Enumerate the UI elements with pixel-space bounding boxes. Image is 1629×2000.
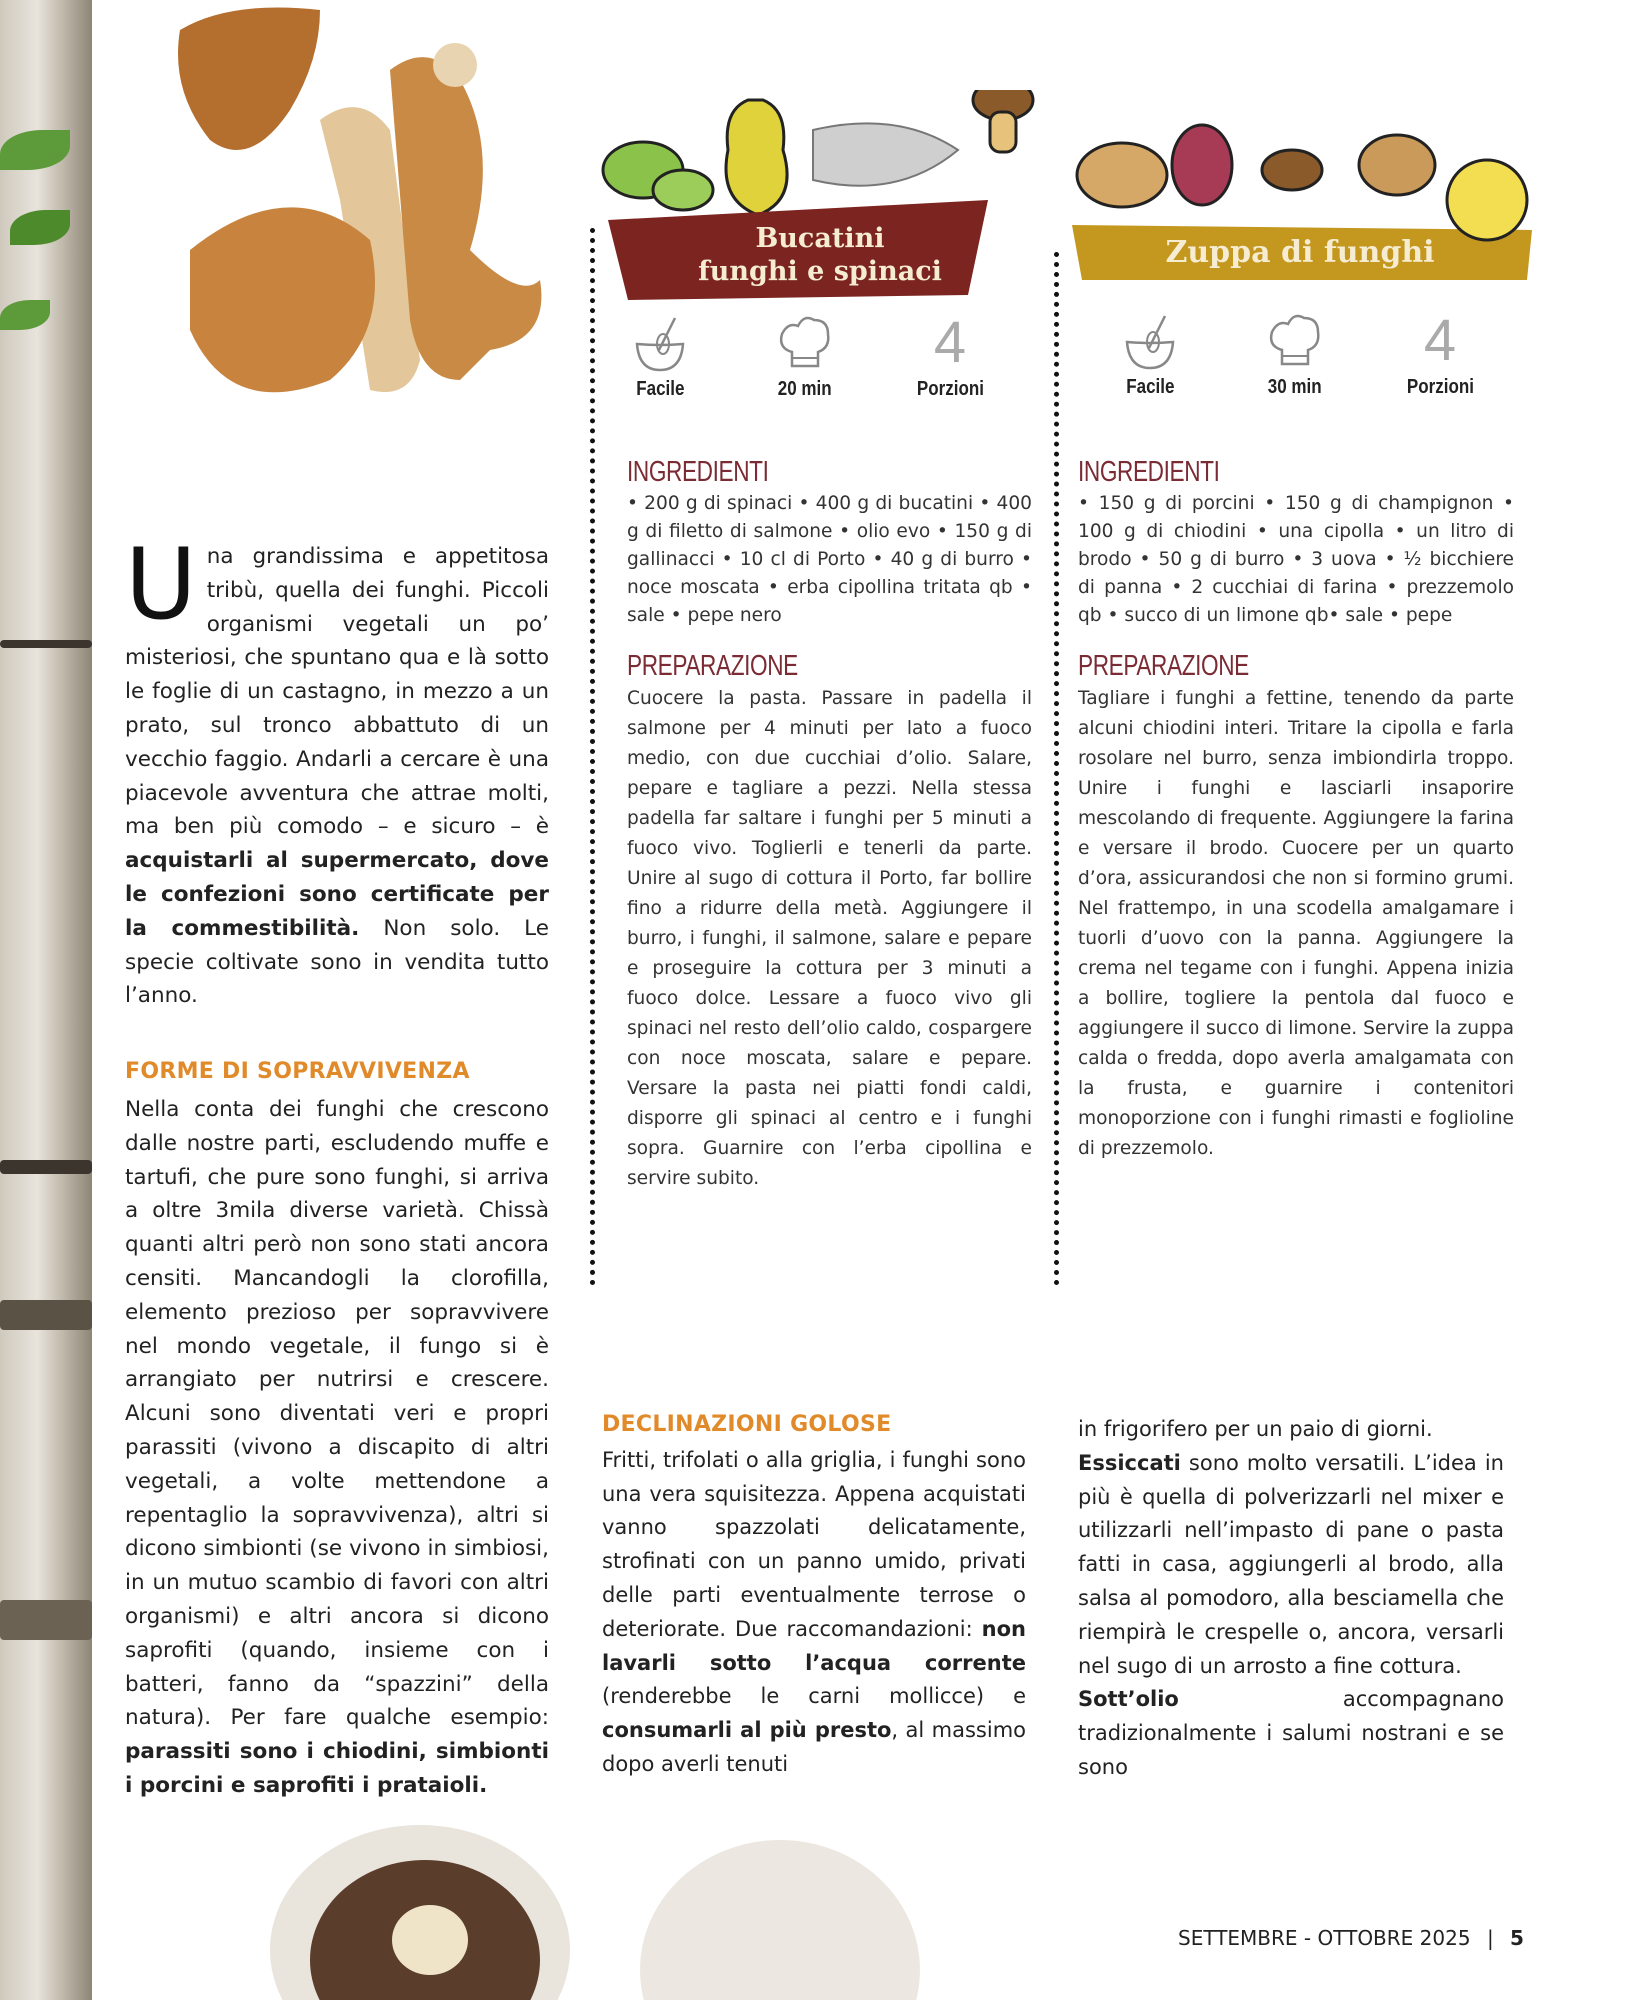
section-paragraph-declinazioni — [602, 1444, 1026, 1782]
section-paragraph-forme — [125, 1093, 549, 1803]
text-run: (renderebbe le carni mollicce) e — [602, 1684, 1026, 1709]
bold-text: Sott’olio — [1078, 1687, 1179, 1712]
recipe1-title-line1: Bucatini — [755, 223, 885, 254]
section-paragraph-declinazioni-cont — [1078, 1413, 1504, 1785]
recipe2-difficulty-label: Facile — [1125, 376, 1175, 398]
drop-cap: U — [125, 528, 197, 642]
page-number: 5 — [1510, 1926, 1524, 1950]
recipe2-servings-label: Porzioni — [1406, 376, 1474, 398]
recipe2-title: Zuppa di funghi — [1165, 234, 1435, 270]
recipe1-meta — [600, 312, 1010, 401]
page-footer — [1178, 1926, 1524, 1950]
section-heading-forme: FORME DI SOPRAVVIVENZA — [125, 1059, 470, 1085]
recipe1-ingredients: • 200 g di spinaci • 400 g di bucatini • 400 g di filetto di salmone • olio evo • 150 g di gallinacci • 10 cl di Porto • 40 g di burro • noce moscata • erba cipollina tritata qb • sale • pepe nero — [627, 493, 1032, 626]
bold-text: non lavarli sotto l’acqua corrente — [602, 1616, 1026, 1675]
recipe2-preparation: Tagliare i funghi a fettine, tenendo da parte alcuni chiodini interi. Tritare la cipolla e farla rosolare nel burro, senza imbiondirla troppo. Unire i funghi e lasciarli insaporire mescolando di frequente. Aggiungere la farina e versare il brodo. Cuocere per un quarto d’ora, assicurandosi che non si formino grumi. Nel frattempo, in una scodella amalgamare i tuorli d’uovo con la panna. Aggiungere la crema nel tegame con i funghi. Appena inizia a bollire, togliere la pentola dal fuoco e aggiungere il succo di limone. Servire la zuppa calda o fredda, dopo averla amalgamata con la frusta, e guarnire i contenitori monoporzione con i funghi rimasti e foglioline di prezzemolo. — [1078, 688, 1514, 1159]
recipe2-time — [1235, 310, 1355, 399]
recipe1-title-line2: funghi e spinaci — [698, 256, 942, 287]
text-run: in frigorifero per un paio di giorni. — [1078, 1417, 1433, 1441]
recipe2-ingredients-heading: INGREDIENTI — [1078, 456, 1220, 488]
recipe2-time-label: 30 min — [1268, 376, 1322, 398]
chef-hat-icon — [774, 312, 836, 374]
recipe2-difficulty — [1090, 310, 1210, 399]
section-heading-declinazioni: DECLINAZIONI GOLOSE — [602, 1412, 892, 1437]
article-right-column — [1078, 1413, 1504, 1785]
recipe1-difficulty-label: Facile — [635, 378, 685, 400]
recipe1-servings — [890, 312, 1010, 401]
text-run: accompagnano tradizionalmente i salumi nostrani e se sono — [1078, 1687, 1504, 1779]
whisk-bowl-icon — [629, 312, 691, 374]
dotted-divider-left — [590, 228, 595, 1286]
text-run: , al massimo dopo averli tenuti — [602, 1718, 1026, 1776]
recipe1-time — [745, 312, 865, 401]
text-run: Fritti, trifolati o alla griglia, i funghi sono una vera squisitezza. Appena acquistati vanno spazzolati delicatamente, strofinati con un panno umido, privati delle parti eventualmente terrose o deteriorate. Due raccomandazioni: — [602, 1447, 1026, 1641]
champignon-mushrooms-photo — [260, 1820, 920, 2000]
recipe1-time-label: 20 min — [778, 378, 832, 400]
recipe1-difficulty — [600, 312, 720, 401]
bold-text: consumarli al più presto — [602, 1718, 892, 1743]
recipe2-meta — [1090, 310, 1500, 399]
footer-separator: | — [1486, 1926, 1494, 1950]
text-run: sono molto versatili. L’idea in più è quella di polverizzarli nel mixer e utilizzarli nell’impasto di pane o pasta fatti in casa, aggiungerli al brodo, alla salsa al pomodoro, alla besciamella che riempirà le crespelle o, ancora, versarli nel sugo di un arrosto a fine cottura. — [1078, 1450, 1504, 1678]
article-middle-column — [602, 1408, 1026, 1782]
recipe2-body — [1078, 458, 1514, 1164]
recipe1-preparation-heading: PREPARAZIONE — [627, 650, 798, 682]
recipe2-servings — [1380, 310, 1500, 399]
bold-text: parassiti sono i chiodini, simbionti i porcini e saprofiti i prataioli. — [125, 1739, 549, 1798]
recipe1-preparation: Cuocere la pasta. Passare in padella il salmone per 4 minuti per lato a fuoco medio, con due cucchiai d’olio. Salare, pepare e tagliare a pezzi. Nella stessa padella far saltare i funghi per 5 minuti a fuoco vivo. Toglierli e tenerli da parte. Unire al sugo di cottura il Porto, far bollire fino a ridurre della metà. Aggiungere il burro, i funghi, il salmone, salare e pepare e proseguire la cottura per 3 minuti a fuoco dolce. Lessare a fuoco vivo gli spinaci nel resto dell’olio caldo, cospargere con noce moscata, salare e pepare. Versare la pasta nei piatti fondi caldi, disporre gli spinaci al centro e i funghi sopra. Guarnire con l’erba cipollina e servire subito. — [627, 688, 1032, 1189]
recipe1-title — [625, 214, 1015, 296]
recipe1-ingredients-heading: INGREDIENTI — [627, 456, 769, 488]
recipe2-preparation-heading: PREPARAZIONE — [1078, 650, 1249, 682]
birch-bark-photo — [0, 0, 92, 2000]
text-run: Nella conta dei funghi che crescono dalle nostre parti, escludendo muffe e tartufi, che pure sono funghi, si arriva a oltre 3mila diverse varietà. Chissà quanti altri però non sono stati ancora censiti. Mancandogli la clorofilla, elemento prezioso per sopravvivere nel mondo vegetale, il fungo si è arrangiato per nutrirsi e crescere. Alcuni sono diventati veri e propri parassiti (vivono a discapito di altri vegetali, a volte mettendone a repentaglio la sopravvivenza), altri si dicono simbionti (se vivono in simbiosi, in un mutuo scambio di favori con altri organismi) e altri ancora si dicono saprofiti (quando, insieme con i batteri, fanno da “spazzini” della natura). Per fare qualche esempio: — [125, 1096, 549, 1731]
recipe2-ingredients: • 150 g di porcini • 150 g di champignon • 100 g di chiodini • una cipolla • un litro di brodo • 50 g di burro • 3 uova • ½ bicchiere di panna • 2 cucchiai di farina • prezzemolo qb • succo di un limone qb• sale • pepe — [1078, 493, 1514, 626]
whisk-bowl-icon — [1119, 310, 1181, 372]
recipe2-servings-number: 4 — [1423, 308, 1457, 373]
text-run: Non solo. Le specie coltivate sono in vendita tutto l’anno. — [125, 915, 549, 1009]
text-run: na grandissima e appetitosa tribù, quella dei funghi. Piccoli organismi vegetali un po’ misteriosi, che spuntano qua e là sotto le foglie di un castagno, in mezzo a un prato, sul tronco abbattuto di un vecchio faggio. Andarli a cercare è una piacevole avventura che attrae molti, ma ben più comodo – e sicuro – è — [125, 544, 549, 840]
issue-date: SETTEMBRE - OTTOBRE 2025 — [1178, 1926, 1471, 1950]
chef-hat-icon — [1264, 310, 1326, 372]
recipe1-servings-number: 4 — [933, 310, 967, 375]
article-left-column — [125, 528, 549, 1803]
recipe1-servings-label: Porzioni — [916, 378, 984, 400]
bold-text: acquistarli al supermercato, dove le confezioni sono certificate per la commestibilità. — [125, 848, 549, 941]
bold-text: Essiccati — [1078, 1450, 1181, 1475]
recipe1-body — [627, 458, 1032, 1194]
dotted-divider-right — [1054, 252, 1059, 1286]
chanterelle-mushrooms-photo — [170, 0, 570, 440]
